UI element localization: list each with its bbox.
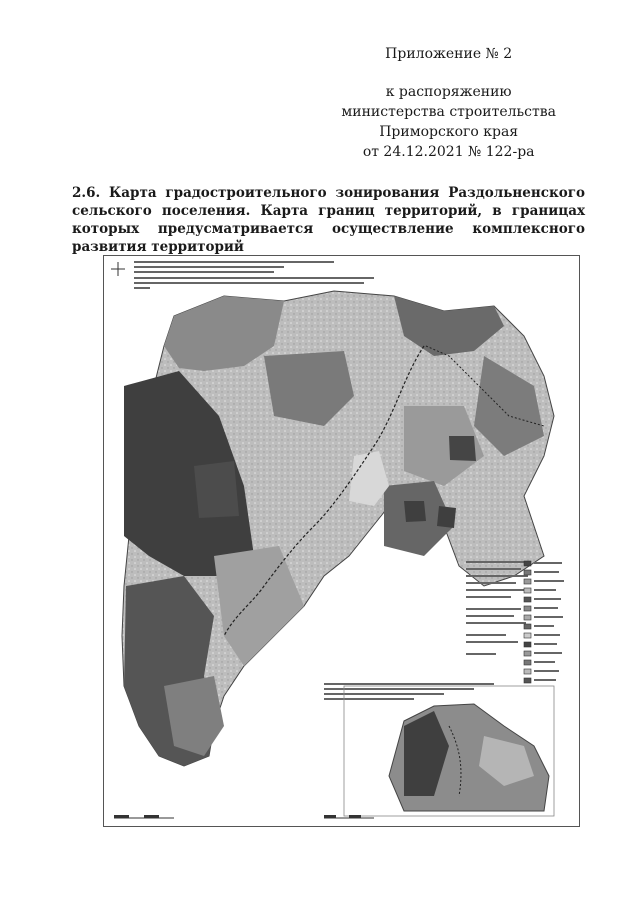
appendix-line-1: к распоряжению — [385, 84, 512, 100]
scale-bar — [114, 815, 374, 818]
north-arrow-icon — [111, 262, 125, 276]
appendix-line-4: от 24.12.2021 № 122-ра — [362, 144, 535, 160]
zoning-map-graphic — [104, 256, 579, 826]
map-title-block — [134, 261, 374, 289]
document-heading: 2.6. Карта градостроительного зонирования Раздольненского сельского поселения. Карта границ территорий, в границах которых предусматривается осуществление комплексного развития территорий — [72, 185, 585, 255]
appendix-title: Приложение № 2 — [385, 46, 513, 62]
inset-map — [324, 683, 554, 816]
appendix-block — [341, 44, 556, 162]
zoning-map — [103, 255, 580, 827]
appendix-line-2: министерства строительства — [341, 104, 556, 120]
appendix-line-3: Приморского края — [379, 124, 519, 140]
